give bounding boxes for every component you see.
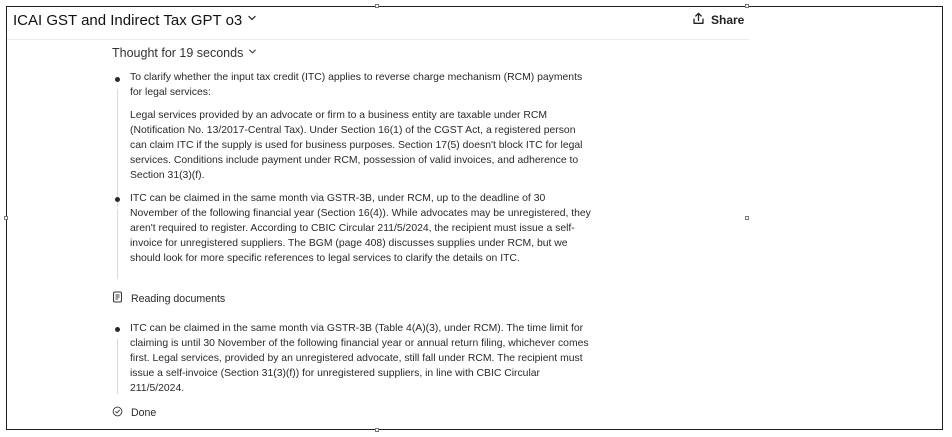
reading-label: Reading documents [131, 292, 226, 305]
share-button[interactable] [692, 12, 744, 28]
step-text: To clarify whether the input tax credit (ITC) applies to reverse charge mechanism (RCM) payments for legal services: [130, 72, 583, 98]
model-selector[interactable] [13, 11, 258, 29]
bullet-icon [115, 327, 120, 332]
step-connector [117, 339, 118, 394]
done-status [112, 406, 156, 420]
step-text: ITC can be claimed in the same month via GSTR-3B (Table 4(A)(3), under RCM). The time limit for claiming is until 30 November of the following financial year or annual return filing, whichever comes first. Legal services, provided by an unregistered advocate, still fall under RCM. The recipient must issue a self-invoice (Section 31(3)(f)) for unregistered suppliers, in line with CBIC Circular 211/5/2024. [130, 323, 589, 394]
chevron-down-icon [247, 46, 258, 60]
check-circle-icon [112, 406, 123, 420]
document-icon [112, 291, 123, 306]
share-label: Share [711, 13, 745, 27]
step-connector [117, 89, 118, 207]
thought-label: Thought for 19 seconds [112, 46, 244, 60]
chat-title: ICAI GST and Indirect Tax GPT o3 [13, 11, 243, 29]
step-detail: Legal services provided by an advocate or firm to a business entity are taxable under RCM (Notification No. 13/2017-Central Tax). Under Section 16(1) of the CGST Act, a registered person can claim ITC if the supply is used for business purposes. Section 17(5) doesn't block ITC for legal services. Conditions include payment under RCM, possession of valid invoices, and adherence to Section 31(3)(f). [130, 110, 583, 181]
bullet-icon [115, 197, 120, 202]
chat-header [7, 7, 749, 40]
done-label: Done [131, 407, 157, 419]
step-text: ITC can be claimed in the same month via GSTR-3B, under RCM, up to the deadline of 30 November of the following financial year (Section 16(4)). While advocates may be unregistered, they aren't required to register. According to CBIC Circular 211/5/2024, the recipient must issue a self-invoice for unregistered suppliers. The BGM (page 408) discusses supplies under RCM, but we should look for more specific references to legal services to clarify the details on ITC. [130, 193, 591, 264]
thought-toggle[interactable] [112, 46, 258, 60]
resize-handle [745, 216, 749, 220]
reading-documents-status [112, 291, 225, 306]
resize-handle [4, 216, 8, 220]
step-connector [117, 209, 118, 279]
share-icon [692, 12, 705, 28]
chevron-down-icon [246, 11, 258, 29]
bullet-icon [115, 77, 120, 82]
resize-handle [375, 428, 379, 432]
